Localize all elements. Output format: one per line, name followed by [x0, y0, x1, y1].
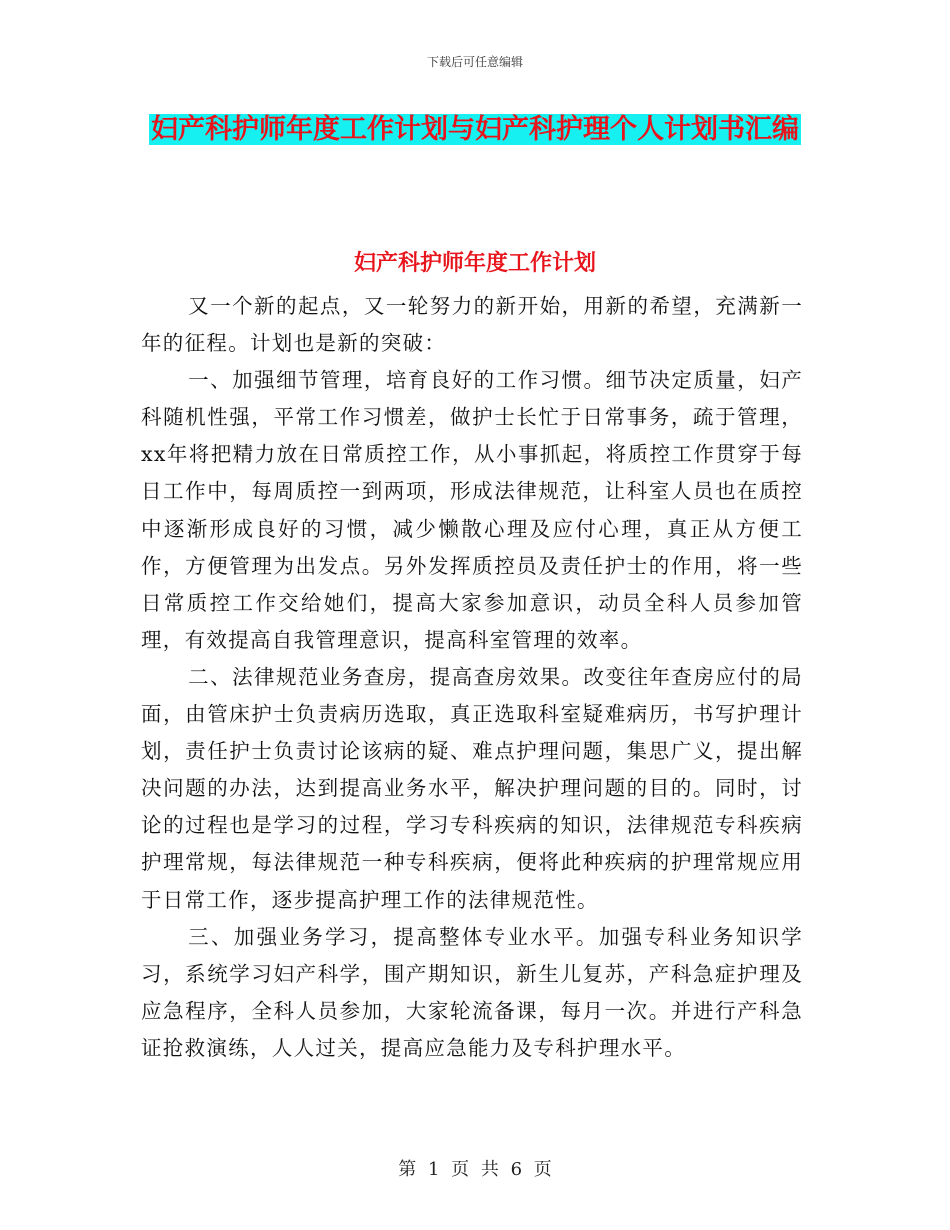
paragraph-intro: 又一个新的起点，又一轮努力的新开始，用新的希望，充满新一年的征程。计划也是新的突破：	[141, 294, 803, 356]
paragraph-item-2: 二、法律规范业务查房，提高查房效果。改变往年查房应付的局面，由管床护士负责病历选取，真正选取科室疑难病历，书写护理计划，责任护士负责讨论该病的疑、难点护理问题，集思广义，提出解决问题的办法，达到提高业务水平，解决护理问题的目的。同时，讨论的过程也是学习的过程，学习专科疾病的知识，法律规范专科疾病护理常规，每法律规范一种专科疾病，便将此种疾病的护理常规应用于日常工作，逐步提高护理工作的法律规范性。	[141, 664, 803, 912]
document-title-text: 妇产科护师年度工作计划与妇产科护理个人计划书汇编	[151, 114, 799, 145]
paragraph-item-3: 三、加强业务学习，提高整体专业水平。加强专科业务知识学习，系统学习妇产科学，围产期知识，新生儿复苏，产科急症护理及应急程序，全科人员参加，大家轮流备课，每月一次。并进行产科急证抢救演练，人人过关，提高应急能力及专科护理水平。	[141, 924, 803, 1060]
page-number: 第 1 页 共 6 页	[398, 1159, 552, 1180]
header-note: 下载后可任意编辑	[426, 55, 523, 69]
document-title	[140, 106, 810, 154]
document-body	[141, 288, 803, 1067]
paragraph-item-1: 一、加强细节管理，培育良好的工作习惯。细节决定质量，妇产科随机性强，平常工作习惯差，做护士长忙于日常事务，疏于管理，xx年将把精力放在日常质控工作，从小事抓起，将质控工作贯穿于每日工作中，每周质控一到两项，形成法律规范，让科室人员也在质控中逐渐形成良好的习惯，减少懒散心理及应付心理，真正从方便工作，方便管理为出发点。另外发挥质控员及责任护士的作用，将一些日常质控工作交给她们，提高大家参加意识，动员全科人员参加管理，有效提高自我管理意识，提高科室管理的效率。	[141, 368, 803, 652]
section-title: 妇产科护师年度工作计划	[353, 251, 596, 276]
